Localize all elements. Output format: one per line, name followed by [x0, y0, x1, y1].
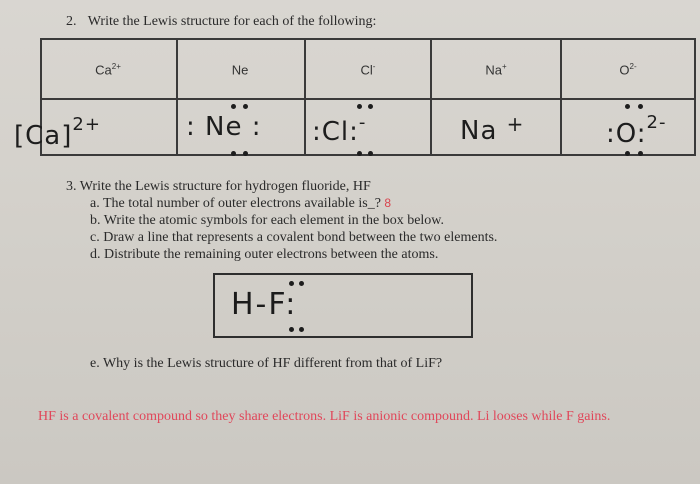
answer-cl: :Cl:-	[312, 112, 367, 147]
question-3d: d. Distribute the remaining outer electrons between the atoms.	[90, 247, 439, 262]
electron-dot	[638, 151, 643, 156]
electron-dot	[243, 151, 248, 156]
question-2	[66, 14, 376, 30]
question-3-title: 3. Write the Lewis structure for hydrogen fluoride, HF	[66, 179, 371, 194]
question-3a-answer: 8	[384, 196, 392, 210]
header-o: $O^{2-}$	[619, 62, 637, 78]
electron-dot	[289, 281, 294, 286]
table-col-border	[430, 38, 432, 156]
electron-dot	[625, 104, 630, 109]
header-ne: Ne	[231, 62, 249, 78]
electron-dot	[289, 327, 294, 332]
electron-dot	[625, 151, 630, 156]
header-cl: Cl-	[360, 62, 376, 78]
table-middle-border	[40, 98, 696, 100]
table-col-border	[176, 38, 178, 156]
table-col-border	[560, 38, 562, 156]
question-3	[66, 178, 666, 263]
electron-dot	[357, 151, 362, 156]
header-na: Na+	[485, 62, 507, 78]
question-3e: e. Why is the Lewis structure of HF different from that of LiF?	[90, 356, 443, 371]
table-col-border	[694, 38, 696, 156]
electron-dot	[231, 104, 236, 109]
electron-dot	[368, 104, 373, 109]
table-top-border	[40, 38, 696, 40]
electron-dot	[299, 281, 304, 286]
question-3c: c. Draw a line that represents a covalent bond between the two elements.	[90, 230, 498, 245]
hf-lewis-structure: H-F:	[231, 287, 298, 322]
answer-na: Na +	[460, 112, 525, 146]
answer-ne: : Ne :	[186, 112, 262, 142]
question-3b: b. Write the atomic symbols for each element in the box below.	[90, 213, 445, 228]
electron-dot	[368, 151, 373, 156]
question-2-text: Write the Lewis structure for each of the following:	[87, 14, 377, 29]
question-2-number: 2.	[66, 14, 77, 29]
question-3e-answer: HF is a covalent compound so they share electrons. LiF is anionic compound. Li looses while F gains.	[38, 409, 611, 424]
hf-answer-box	[213, 273, 473, 338]
header-ca: $Ca^{2+}$	[95, 62, 121, 78]
lewis-table	[14, 38, 696, 156]
answer-ca: $[Ca]^{2+}$	[14, 114, 101, 151]
electron-dot	[243, 104, 248, 109]
answer-o: :O:$^{2-}$	[606, 112, 667, 149]
electron-dot	[638, 104, 643, 109]
electron-dot	[231, 151, 236, 156]
table-col-border	[304, 38, 306, 156]
electron-dot	[357, 104, 362, 109]
question-3a: a. The total number of outer electrons available is_? 8	[90, 196, 392, 211]
electron-dot	[299, 327, 304, 332]
